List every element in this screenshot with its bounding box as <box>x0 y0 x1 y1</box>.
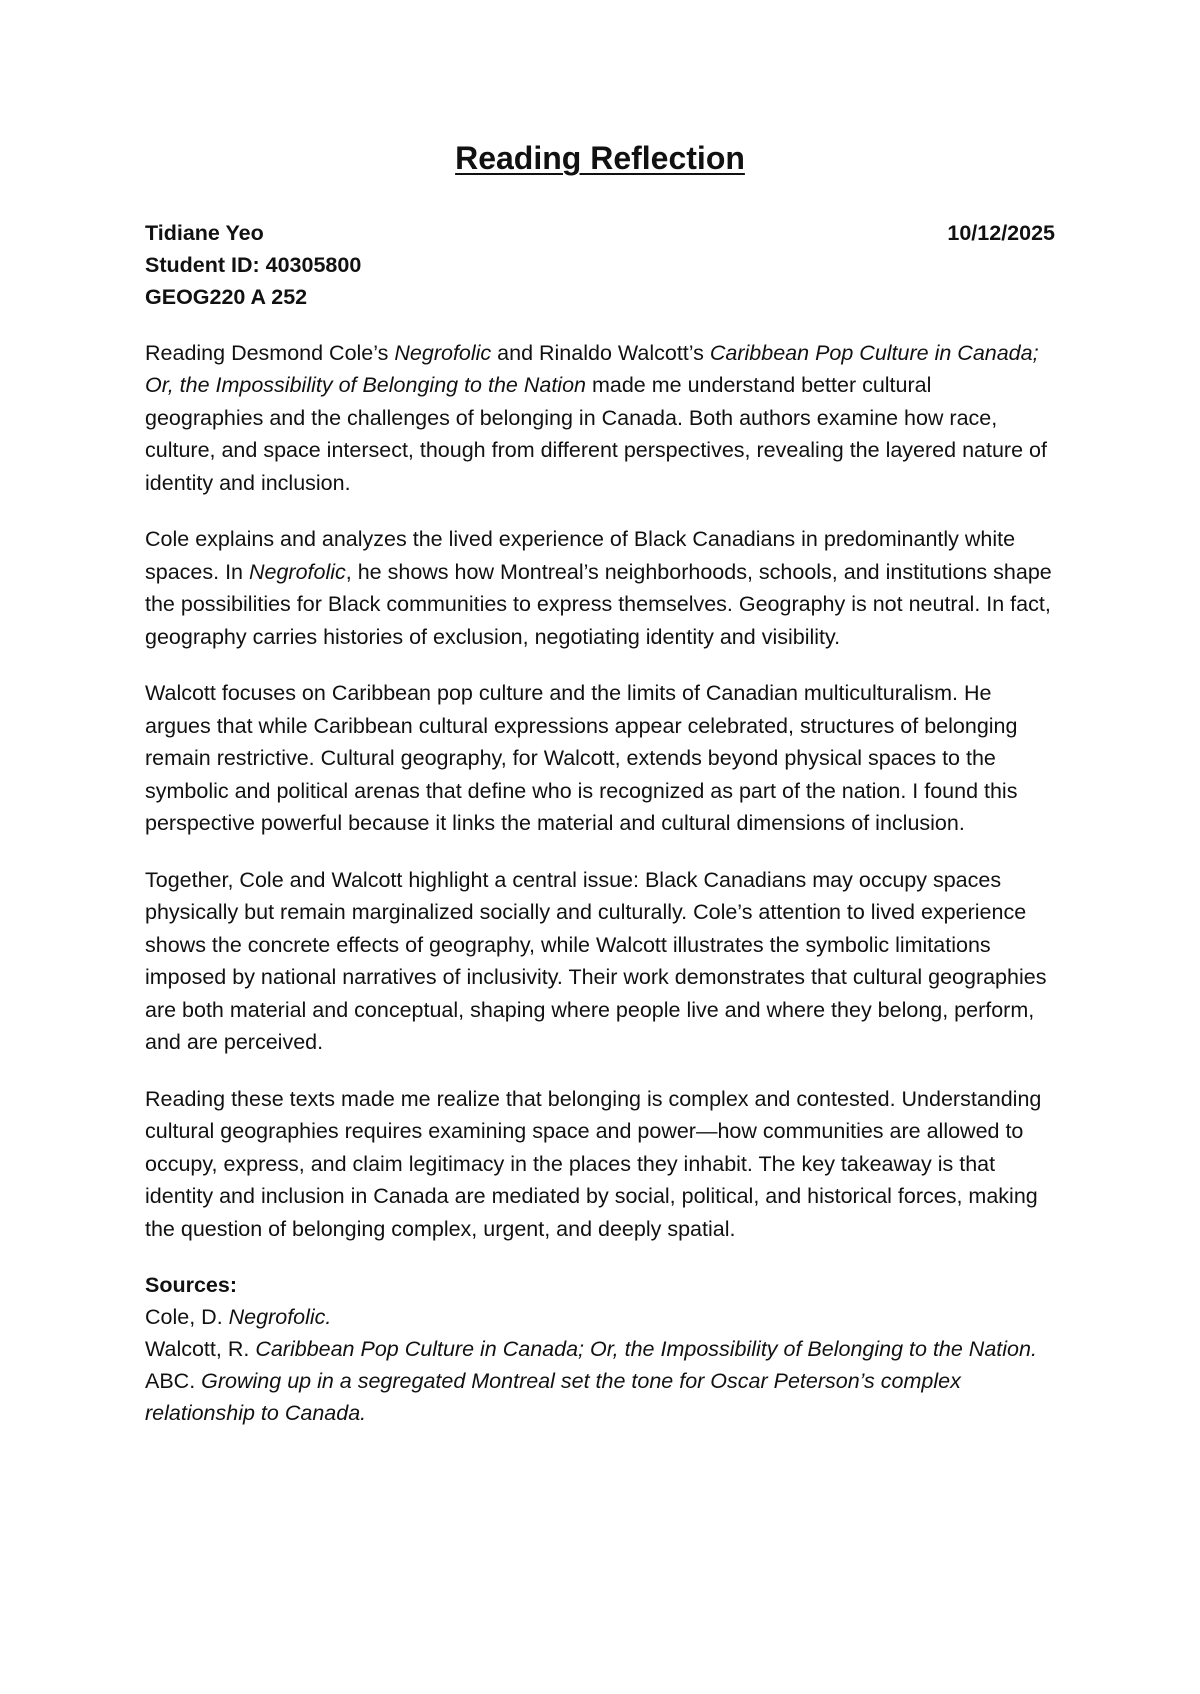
text-run: , he shows how Montreal’s neighborhoods, schools, and institutions shape the possibilities for Black communities to express themselves. Geography is not neutral. In fact, geography carries histories of exclusion, negotiating identity and visibility. <box>145 559 1052 649</box>
italic-text: Caribbean Pop Culture in Canada; Or, the Impossibility of Belonging to the Nation. <box>255 1337 1037 1362</box>
text-run: Cole explains and analyzes the lived experience of Black Canadians in predominantly white spaces. In <box>145 527 1016 584</box>
text-run: ABC. <box>145 1369 202 1394</box>
sources-list <box>145 1301 1055 1429</box>
text-run: Reading Desmond Cole’s <box>145 340 395 365</box>
italic-text: Negrofolic <box>394 340 492 365</box>
course-code: GEOG220 A 252 <box>145 284 308 309</box>
text-run: made me understand better cultural geographies and the challenges of belonging in Canada. Both authors examine how race, culture, and space intersect, though from different perspectives, revealing the layered nature of identity and inclusion. <box>145 373 1047 495</box>
body-paragraph <box>145 337 1055 500</box>
source-entry <box>145 1301 1055 1333</box>
document-page <box>145 140 1055 1429</box>
text-run: Together, Cole and Walcott highlight a central issue: Black Canadians may occupy spaces physically but remain marginalized socially and culturally. Cole’s attention to lived experience shows the concrete effects of geography, while Walcott illustrates the symbolic limitations imposed by national narratives of inclusivity. Their work demonstrates that cultural geographies are both material and conceptual, shaping where people live and where they belong, perform, and are perceived. <box>145 867 1047 1055</box>
sources-heading: Sources: <box>145 1273 238 1298</box>
body-paragraph <box>145 1083 1055 1246</box>
italic-text: Caribbean Pop Culture in Canada; Or, the Impossibility of Belonging to the Nation <box>145 340 1039 398</box>
text-run: and Rinaldo Walcott’s <box>491 340 710 365</box>
source-entry <box>145 1333 1055 1365</box>
text-run: Reading these texts made me realize that belonging is complex and contested. Understanding cultural geographies requires examining space and power—how communities are allowed to occupy, express, and claim legitimacy in the places they inhabit. The key takeaway is that identity and inclusion in Canada are mediated by social, political, and historical forces, making the question of belonging complex, urgent, and deeply spatial. <box>145 1086 1042 1241</box>
student-info <box>145 217 1055 313</box>
text-run: Walcott focuses on Caribbean pop culture and the limits of Canadian multiculturalism. He argues that while Caribbean cultural expressions appear celebrated, structures of belonging remain restrictive. Cultural geography, for Walcott, extends beyond physical spaces to the symbolic and political arenas that define who is recognized as part of the nation. I found this perspective powerful because it links the material and cultural dimensions of inclusion. <box>145 681 1018 836</box>
student-id: Student ID: 40305800 <box>145 252 362 277</box>
document-date: 10/12/2025 <box>947 220 1055 245</box>
author-name: Tidiane Yeo <box>145 220 264 245</box>
text-run: Walcott, R. <box>145 1337 256 1362</box>
sources-section <box>145 1269 1055 1429</box>
italic-text: Negrofolic. <box>228 1305 332 1330</box>
source-entry <box>145 1365 1055 1429</box>
document-title: Reading Reflection <box>455 140 745 176</box>
author-date-row <box>145 217 1055 249</box>
body-paragraph <box>145 864 1055 1059</box>
body-paragraph <box>145 523 1055 653</box>
body-paragraph <box>145 677 1055 840</box>
body-text <box>145 337 1055 1246</box>
text-run: Cole, D. <box>145 1305 229 1330</box>
italic-text: Growing up in a segregated Montreal set the tone for Oscar Peterson’s complex relationship to Canada. <box>145 1369 961 1426</box>
italic-text: Negrofolic <box>248 559 346 584</box>
